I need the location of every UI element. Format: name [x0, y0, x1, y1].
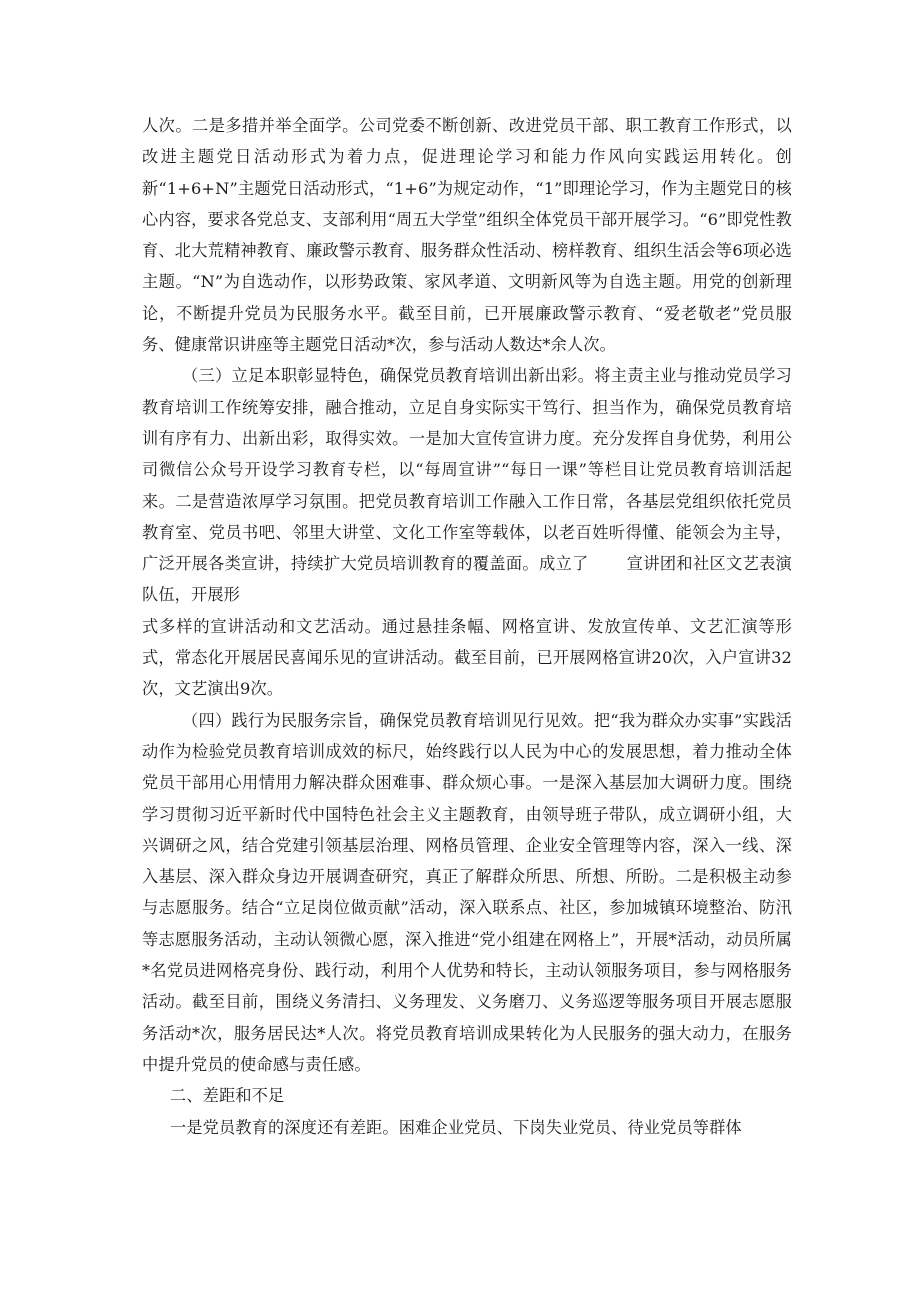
- section-heading-gaps: 二、差距和不足: [170, 1086, 285, 1106]
- paragraph-section-three-continued: 宣讲团和社区文艺表演队伍，开展形: [142, 554, 792, 605]
- paragraph-theme-day: 人次。二是多措并举全面学。公司党委不断创新、改进党员干部、职工教育工作形式，以改进主题党日活动形式为着力点，促进理论学习和能力作风向实践运用转化。创新“1+6+N”主题党日活动形式，“1+6”为规定动作，“1”即理论学习，作为主题党日的核心内容，要求各党总支、支部利用“周五大学堂”组织全体党员干部开展学习。“6”即党性教育、北大荒精神教育、廉政警示教育、服务群众性活动、榜样教育、组织生活会等6项必选主题。“N”为自选动作，以形势政策、家风孝道、文明新风等为自选主题。用党的创新理论，不断提升党员为民服务水平。截至目前，已开展廉政警示教育、“爱老敬老”党员服务、健康常识讲座等主题党日活动*次，参与活动人数达*余人次。: [142, 116, 792, 355]
- document-body: [142, 110, 792, 1143]
- paragraph-gap-one: 一是党员教育的深度还有差距。困难企业党员、下岗失业党员、待业党员等群体: [170, 1117, 742, 1137]
- paragraph-section-three-tail: 式多样的宣讲活动和文艺活动。通过悬挂条幅、网格宣讲、发放宣传单、文艺汇演等形式，常态化开展居民喜闻乐见的宣讲活动。截至目前，已开展网格宣讲20次，入户宣讲32次，文艺演出9次。: [142, 616, 792, 699]
- paragraph-section-three: [142, 360, 792, 610]
- paragraph-section-three-text: （三）立足本职彰显特色，确保党员教育培训出新出彩。将主责主业与推动党员学习教育培训工作统筹安排，融合推动，立足自身实际实干笃行、担当作为，确保党员教育培训有序有力、出新出彩，取得实效。一是加大宣传宣讲力度。充分发挥自身优势，利用公司微信公众号开设学习教育专栏，以“每周宣讲”“每日一课”等栏目让党员教育培训活起来。二是营造浓厚学习氛围。把党员教育培训工作融入工作日常，各基层党组织依托党员教育室、党员书吧、邻里大讲堂、文化工作室等载体，以老百姓听得懂、能领会为主导，广泛开展各类宣讲，持续扩大党员培训教育的覆盖面。成立了: [142, 366, 792, 574]
- paragraph-section-four: （四）践行为民服务宗旨，确保党员教育培训见行见效。把“我为群众办实事”实践活动作为检验党员教育培训成效的标尺，始终践行以人民为中心的发展思想，着力推动全体党员干部用心用情用力解决群众困难事、群众烦心事。一是深入基层加大调研力度。围绕学习贯彻习近平新时代中国特色社会主义主题教育，由领导班子带队，成立调研小组，大兴调研之风，结合党建引领基层治理、网格员管理、企业安全管理等内容，深入一线、深入基层、深入群众身边开展调查研究，真正了解群众所思、所想、所盼。二是积极主动参与志愿服务。结合“立足岗位做贡献”活动，深入联系点、社区，参加城镇环境整治、防汛等志愿服务活动，主动认领微心愿，深入推进“党小组建在网格上”，开展*活动，动员所属*名党员进网格亮身份、践行动，利用个人优势和特长，主动认领服务项目，参与网格服务活动。截至目前，围绕义务清扫、义务理发、义务磨刀、义务巡逻等服务项目开展志愿服务活动*次，服务居民达*人次。将党员教育培训成果转化为人民服务的强大动力，在服务中提升党员的使命感与责任感。: [142, 710, 792, 1074]
